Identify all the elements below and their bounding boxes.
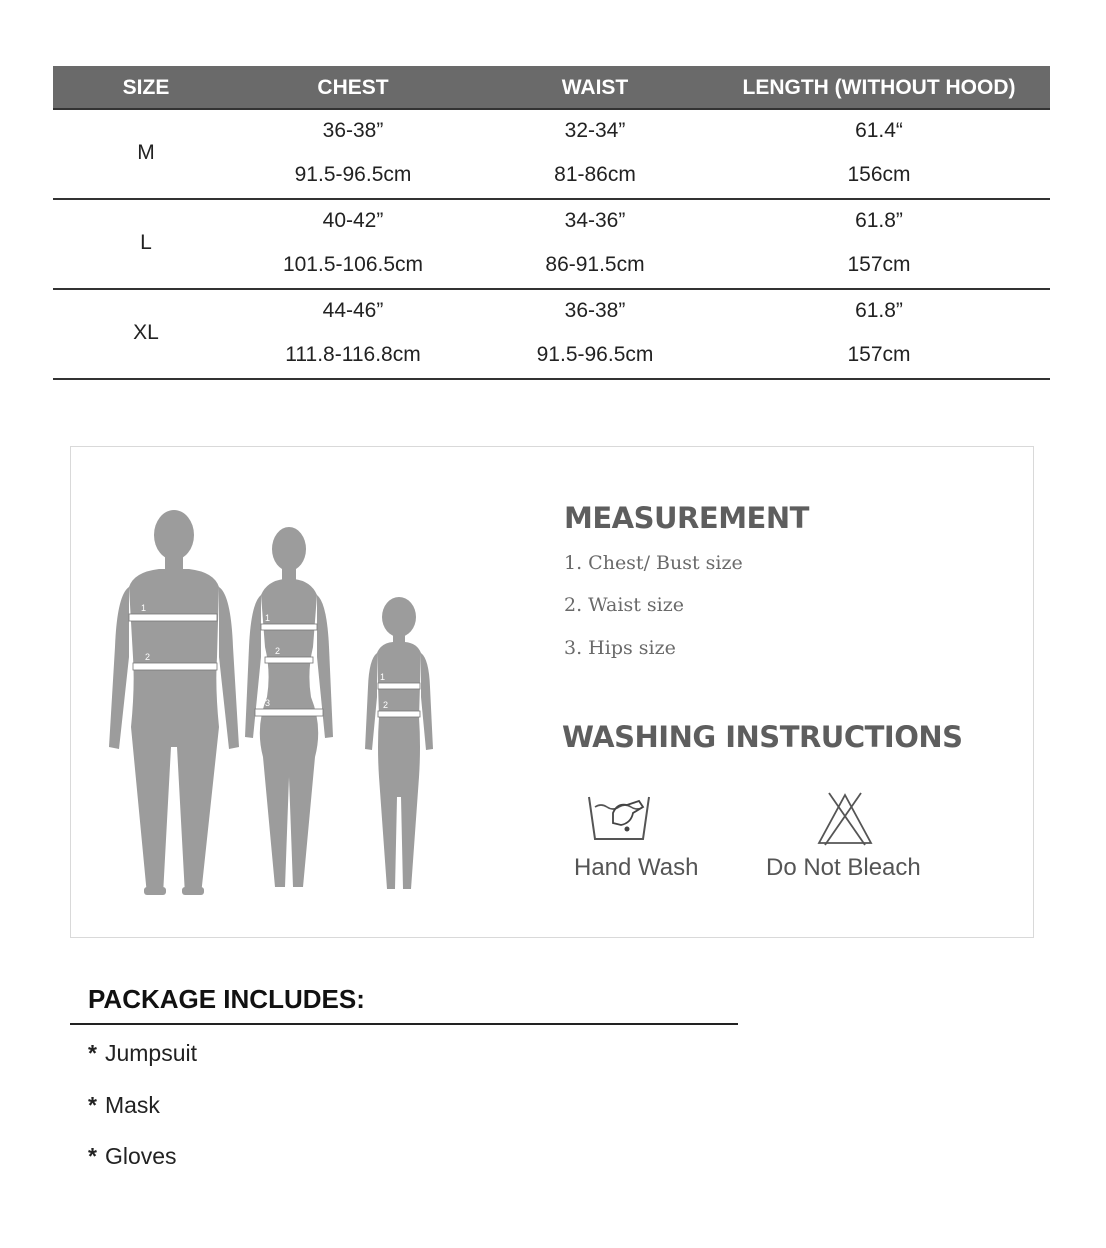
size-cell: L	[140, 231, 152, 254]
table-row	[53, 290, 1050, 380]
header-length: LENGTH (WITHOUT HOOD)	[742, 76, 1016, 99]
svg-text:1: 1	[141, 603, 147, 613]
svg-text:1: 1	[380, 672, 386, 682]
man-silhouette	[109, 510, 239, 895]
length-cm-cell: 157cm	[847, 343, 911, 366]
header-size: SIZE	[122, 76, 170, 99]
table-header	[53, 66, 1050, 110]
header-waist: WAIST	[561, 76, 629, 99]
waist-inch-cell: 34-36”	[564, 209, 626, 232]
waist-cm-cell: 86-91.5cm	[545, 253, 645, 276]
package-divider	[70, 1023, 738, 1025]
length-cm-cell: 157cm	[847, 253, 911, 276]
chest-inch-cell: 36-38”	[322, 119, 384, 142]
chest-cm-cell: 111.8-116.8cm	[285, 343, 421, 366]
size-chart-table	[53, 66, 1050, 380]
child-silhouette	[365, 597, 433, 889]
chest-inch-cell: 44-46”	[322, 299, 384, 322]
package-item-jumpsuit: Jumpsuit	[104, 1040, 197, 1066]
body-silhouettes-illustration	[89, 487, 469, 907]
bullet-star: *	[88, 1092, 97, 1118]
header-chest: CHEST	[317, 76, 389, 99]
hand-wash-icon	[587, 793, 651, 841]
list-item	[88, 1143, 177, 1170]
chest-cm-cell: 101.5-106.5cm	[282, 253, 424, 276]
table-row	[53, 200, 1050, 290]
list-item	[88, 1092, 160, 1119]
size-cell: XL	[133, 321, 159, 344]
do-not-bleach-icon	[815, 791, 875, 847]
svg-text:2: 2	[275, 646, 281, 656]
size-cell: M	[137, 141, 155, 164]
svg-text:2: 2	[383, 700, 389, 710]
svg-text:3: 3	[265, 698, 271, 708]
measurement-title: MEASUREMENT	[564, 501, 809, 535]
bullet-star: *	[88, 1040, 97, 1066]
chest-cm-cell: 91.5-96.5cm	[294, 163, 412, 186]
list-item	[88, 1040, 197, 1067]
waist-cm-cell: 91.5-96.5cm	[536, 343, 654, 366]
length-inch-cell: 61.8”	[855, 299, 903, 322]
measurement-item-waist: 2. Waist size	[564, 594, 684, 616]
measurement-panel	[70, 446, 1034, 938]
package-item-gloves: Gloves	[104, 1143, 177, 1169]
length-inch-cell: 61.8”	[855, 209, 903, 232]
waist-inch-cell: 36-38”	[564, 299, 626, 322]
do-not-bleach-label: Do Not Bleach	[766, 854, 921, 881]
package-includes-title: PACKAGE INCLUDES:	[88, 984, 365, 1014]
svg-text:2: 2	[145, 652, 151, 662]
waist-cm-cell: 81-86cm	[554, 163, 636, 186]
measurement-item-hips: 3. Hips size	[564, 637, 676, 659]
package-item-mask: Mask	[104, 1092, 160, 1118]
chest-inch-cell: 40-42”	[322, 209, 384, 232]
woman-silhouette	[245, 527, 333, 887]
waist-inch-cell: 32-34”	[564, 119, 626, 142]
length-inch-cell: 61.4“	[855, 119, 903, 142]
washing-instructions-title: WASHING INSTRUCTIONS	[562, 720, 963, 754]
svg-text:1: 1	[265, 613, 271, 623]
length-cm-cell: 156cm	[847, 163, 911, 186]
measurement-item-chest: 1. Chest/ Bust size	[564, 552, 743, 574]
hand-wash-label: Hand Wash	[574, 854, 699, 881]
table-row	[53, 110, 1050, 200]
bullet-star: *	[88, 1143, 97, 1169]
